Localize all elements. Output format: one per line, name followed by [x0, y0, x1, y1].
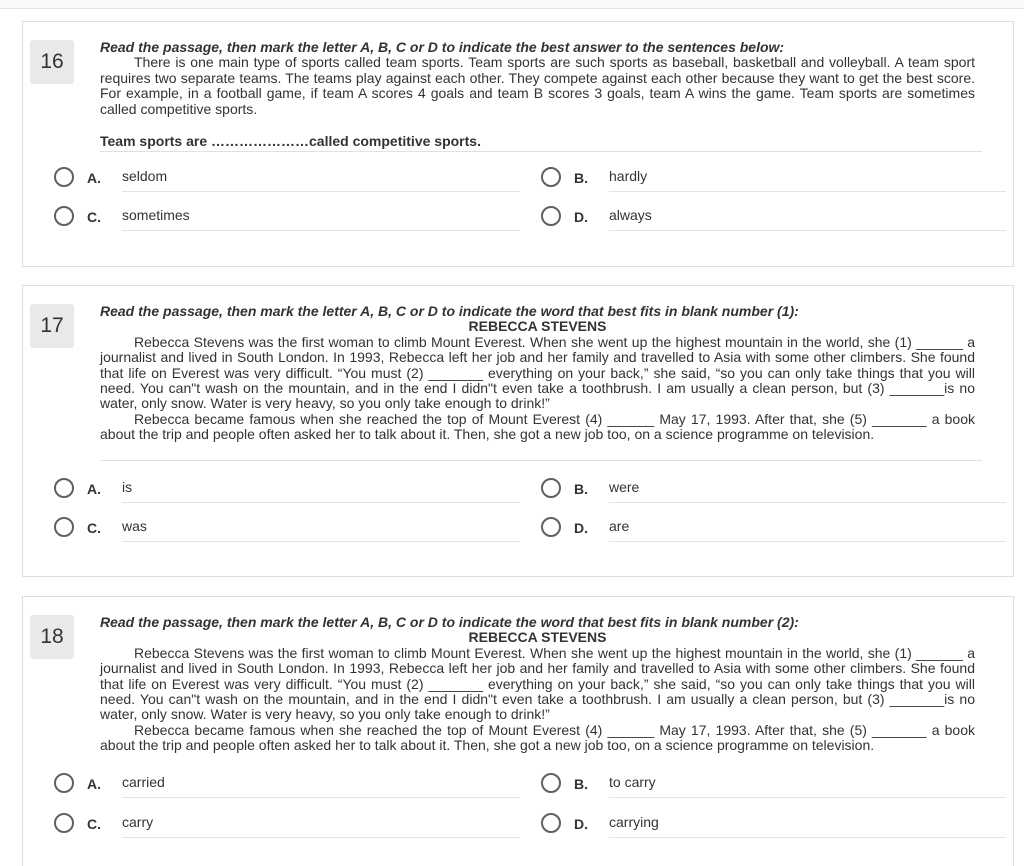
option-c[interactable]: [54, 812, 524, 842]
radio-button[interactable]: [541, 478, 561, 498]
radio-button[interactable]: [541, 813, 561, 833]
question-passage: [100, 40, 975, 117]
option-letter: B.: [574, 481, 588, 497]
option-c[interactable]: [54, 205, 524, 235]
radio-button[interactable]: [541, 206, 561, 226]
option-letter: C.: [87, 520, 101, 536]
radio-button[interactable]: [541, 517, 561, 537]
radio-button[interactable]: [541, 773, 561, 793]
passage-paragraph: Rebecca became famous when she reached the top of Mount Everest (4) ______ May 17, 1993. After that, she (5) _______ a book about the trip and people often asked her to talk about it. Then, she got a new job too, on a science programme on television.: [100, 410, 975, 443]
passage-paragraph: Rebecca Stevens was the first woman to climb Mount Everest. When she went up the highest mountain in the world, she (1) ______ a journalist and lived in South London. In 1993, Rebecca left her job and her family and travelled to Asia with some other climbers. She found that life on Everest was very difficult. “You must (2) _______ everything on your back,” she said, “so you can only take things that you will need. You can"t wash on the mountain, and in the end I didn"t even take a toothbrush. I am usually a clean person, but (3) _______is no water, only snow. Water is very heavy, so you only take enough to drink!”: [100, 644, 975, 723]
option-text[interactable]: always: [609, 205, 1006, 231]
option-text[interactable]: carry: [122, 812, 520, 838]
radio-button[interactable]: [54, 517, 74, 537]
option-c[interactable]: [54, 516, 524, 546]
option-text[interactable]: seldom: [122, 166, 520, 192]
option-letter: C.: [87, 816, 101, 832]
option-text[interactable]: were: [609, 477, 1006, 503]
question-stem: Team sports are …………………called competitive sports.: [100, 133, 982, 152]
top-bar: [0, 0, 1024, 9]
option-d[interactable]: [541, 812, 1011, 842]
passage-paragraph: There is one main type of sports called team sports. Team sports are such sports as baseball, basketball and volleyball. A team sport requires two separate teams. The teams play against each other. They compete against each other because they want to get the best score. For example, in a football game, if team A scores 4 goals and team B scores 3 goals, team A wins the game. Team sports are sometimes called competitive sports.: [100, 54, 975, 117]
option-letter: B.: [574, 170, 588, 186]
option-letter: D.: [574, 520, 588, 536]
radio-button[interactable]: [54, 206, 74, 226]
option-text[interactable]: are: [609, 516, 1006, 542]
option-b[interactable]: [541, 772, 1011, 802]
option-text[interactable]: was: [122, 516, 520, 542]
question-passage: [100, 304, 975, 443]
radio-button[interactable]: [54, 773, 74, 793]
option-b[interactable]: [541, 477, 1011, 507]
passage-title: REBECCA STEVENS: [468, 318, 607, 335]
radio-button[interactable]: [54, 167, 74, 187]
option-letter: D.: [574, 209, 588, 225]
option-letter: B.: [574, 776, 588, 792]
radio-button[interactable]: [54, 478, 74, 498]
option-letter: A.: [87, 481, 101, 497]
option-letter: C.: [87, 209, 101, 225]
option-a[interactable]: [54, 772, 524, 802]
option-a[interactable]: [54, 166, 524, 196]
question-number: 17: [30, 304, 74, 348]
question-instruction: Read the passage, then mark the letter A, B, C or D to indicate the word that best fits in blank number (2):: [100, 614, 799, 630]
question-instruction: Read the passage, then mark the letter A, B, C or D to indicate the word that best fits in blank number (1):: [100, 303, 799, 319]
option-text[interactable]: hardly: [609, 166, 1006, 192]
question-number: 18: [30, 615, 74, 659]
option-text[interactable]: to carry: [609, 772, 1006, 798]
option-text[interactable]: carried: [122, 772, 520, 798]
question-instruction: Read the passage, then mark the letter A, B, C or D to indicate the best answer to the sentences below:: [100, 39, 785, 55]
radio-button[interactable]: [54, 813, 74, 833]
option-text[interactable]: sometimes: [122, 205, 520, 231]
question-number: 16: [30, 40, 74, 84]
option-d[interactable]: [541, 516, 1011, 546]
passage-title: REBECCA STEVENS: [468, 629, 607, 646]
option-letter: A.: [87, 170, 101, 186]
option-letter: D.: [574, 816, 588, 832]
passage-paragraph: Rebecca Stevens was the first woman to climb Mount Everest. When she went up the highest mountain in the world, she (1) ______ a journalist and lived in South London. In 1993, Rebecca left her job and her family and travelled to Asia with some other climbers. She found that life on Everest was very difficult. “You must (2) _______ everything on your back,” she said, “so you can only take things that you will need. You can"t wash on the mountain, and in the end I didn"t even take a toothbrush. I am usually a clean person, but (3) _______is no water, only snow. Water is very heavy, so you only take enough to drink!”: [100, 333, 975, 412]
divider: [100, 460, 982, 461]
radio-button[interactable]: [541, 167, 561, 187]
option-text[interactable]: is: [122, 477, 520, 503]
option-a[interactable]: [54, 477, 524, 507]
option-d[interactable]: [541, 205, 1011, 235]
passage-paragraph: Rebecca became famous when she reached the top of Mount Everest (4) ______ May 17, 1993. After that, she (5) _______ a book about the trip and people often asked her to talk about it. Then, she got a new job too, on a science programme on television.: [100, 721, 975, 754]
option-b[interactable]: [541, 166, 1011, 196]
option-text[interactable]: carrying: [609, 812, 1006, 838]
question-passage: [100, 615, 975, 754]
option-letter: A.: [87, 776, 101, 792]
